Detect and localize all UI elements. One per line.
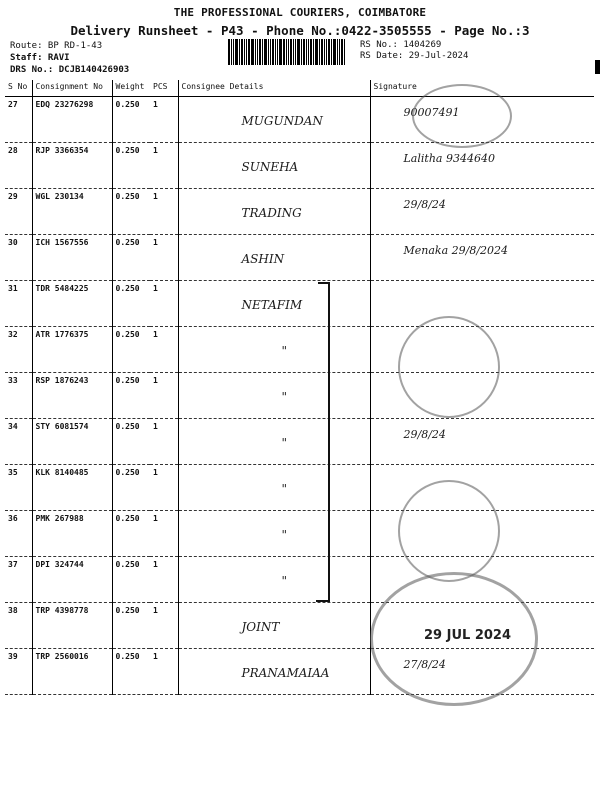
row-weight: 0.250: [112, 557, 150, 603]
row-signature: [370, 189, 594, 235]
row-consignment-no: DPI 324744: [32, 557, 112, 603]
row-consignee: [178, 419, 370, 465]
signature-handwriting: Lalitha 9344640: [403, 152, 495, 165]
row-consignee: [178, 649, 370, 695]
table-row: [5, 235, 594, 281]
table-row: [5, 327, 594, 373]
row-consignment-no: PMK 267988: [32, 511, 112, 557]
row-consignment-no: ATR 1776375: [32, 327, 112, 373]
row-pcs: 1: [150, 143, 178, 189]
row-consignment-no: WGL 230134: [32, 189, 112, 235]
row-consignment-no: TDR 5484225: [32, 281, 112, 327]
table-row: [5, 419, 594, 465]
rs-number: RS No.: 1404269: [360, 40, 442, 50]
consignee-handwriting: ": [281, 482, 288, 496]
row-pcs: 1: [150, 327, 178, 373]
consignee-handwriting: ASHIN: [241, 252, 285, 266]
row-sno: 37: [5, 557, 32, 603]
row-weight: 0.250: [112, 281, 150, 327]
consignee-handwriting: TRADING: [241, 206, 302, 220]
row-signature: [370, 143, 594, 189]
signature-handwriting: Menaka 29/8/2024: [403, 244, 509, 257]
row-consignee: [178, 281, 370, 327]
col-pcs: PCS: [150, 80, 178, 97]
row-pcs: 1: [150, 235, 178, 281]
row-consignee: [178, 327, 370, 373]
barcode: [228, 39, 354, 65]
signature-handwriting: 29/8/24: [403, 428, 446, 441]
row-consignment-no: RJP 3366354: [32, 143, 112, 189]
row-weight: 0.250: [112, 235, 150, 281]
signature-handwriting: 90007491: [403, 106, 460, 119]
bracket-bottom: [316, 600, 330, 602]
consignee-handwriting: ": [281, 436, 288, 450]
table-row: [5, 281, 594, 327]
signature-handwriting: 27/8/24: [403, 658, 446, 671]
bracket-line: [328, 282, 330, 602]
row-pcs: 1: [150, 557, 178, 603]
table-row: [5, 143, 594, 189]
row-signature: [370, 419, 594, 465]
company-stamp: [398, 316, 500, 418]
col-sno: S No: [5, 80, 32, 97]
row-weight: 0.250: [112, 189, 150, 235]
consignee-handwriting: ": [281, 574, 288, 588]
row-consignment-no: EDQ 23276298: [32, 97, 112, 143]
row-sno: 33: [5, 373, 32, 419]
consignee-handwriting: NETAFIM: [241, 298, 303, 312]
consignee-handwriting: MUGUNDAN: [241, 114, 323, 128]
row-consignee: [178, 235, 370, 281]
route-label: Route: BP RD-1-43: [10, 41, 103, 51]
row-pcs: 1: [150, 649, 178, 695]
col-signature: Signature: [370, 80, 594, 97]
consignee-handwriting: ": [281, 528, 288, 542]
row-consignment-no: ICH 1567556: [32, 235, 112, 281]
row-weight: 0.250: [112, 465, 150, 511]
row-sno: 39: [5, 649, 32, 695]
row-consignee: [178, 189, 370, 235]
consignee-handwriting: PRANAMAIAA: [241, 666, 330, 680]
row-weight: 0.250: [112, 143, 150, 189]
document-title: THE PROFESSIONAL COURIERS, COIMBATORE: [173, 6, 427, 19]
row-pcs: 1: [150, 603, 178, 649]
bracket-top: [318, 282, 330, 284]
row-pcs: 1: [150, 189, 178, 235]
row-signature: [370, 235, 594, 281]
row-consignee: [178, 603, 370, 649]
table-header-row: [5, 80, 594, 97]
row-consignee: [178, 97, 370, 143]
row-consignee: [178, 557, 370, 603]
table-row: [5, 511, 594, 557]
signature-handwriting: 29/8/24: [403, 198, 446, 211]
row-weight: 0.250: [112, 649, 150, 695]
row-sno: 35: [5, 465, 32, 511]
edge-mark: [595, 60, 600, 74]
row-consignment-no: KLK 8140485: [32, 465, 112, 511]
row-consignee: [178, 511, 370, 557]
row-sno: 32: [5, 327, 32, 373]
row-consignment-no: TRP 2560016: [32, 649, 112, 695]
table-row: [5, 373, 594, 419]
col-weight: Weight: [112, 80, 150, 97]
row-sno: 30: [5, 235, 32, 281]
staff-label: Staff: RAVI: [10, 53, 70, 63]
row-consignee: [178, 373, 370, 419]
row-sno: 31: [5, 281, 32, 327]
row-pcs: 1: [150, 281, 178, 327]
row-signature: [370, 281, 594, 327]
col-consignment: Consignment No: [32, 80, 112, 97]
row-consignment-no: RSP 1876243: [32, 373, 112, 419]
row-sno: 29: [5, 189, 32, 235]
row-sno: 36: [5, 511, 32, 557]
bank-stamp: [412, 84, 512, 148]
row-sno: 38: [5, 603, 32, 649]
row-weight: 0.250: [112, 373, 150, 419]
table-row: [5, 189, 594, 235]
drs-number: DRS No.: DCJB140426903: [10, 65, 130, 75]
row-weight: 0.250: [112, 327, 150, 373]
document-subtitle: Delivery Runsheet - P43 - Phone No.:0422-3505555 - Page No.:3: [70, 23, 530, 38]
row-sno: 27: [5, 97, 32, 143]
row-pcs: 1: [150, 373, 178, 419]
consignee-handwriting: ": [281, 390, 288, 404]
row-pcs: 1: [150, 465, 178, 511]
row-sno: 34: [5, 419, 32, 465]
row-consignment-no: TRP 4398778: [32, 603, 112, 649]
row-weight: 0.250: [112, 419, 150, 465]
consignee-handwriting: JOINT: [241, 620, 280, 634]
row-weight: 0.250: [112, 511, 150, 557]
row-consignment-no: STY 6081574: [32, 419, 112, 465]
row-sno: 28: [5, 143, 32, 189]
row-weight: 0.250: [112, 97, 150, 143]
row-pcs: 1: [150, 97, 178, 143]
stamp-date: 29 JUL 2024: [424, 628, 512, 643]
table-row: [5, 465, 594, 511]
company-stamp-2: [398, 480, 500, 582]
row-consignee: [178, 465, 370, 511]
consignee-handwriting: ": [281, 344, 288, 358]
col-consignee: Consignee Details: [178, 80, 370, 97]
consignee-handwriting: SUNEHA: [241, 160, 299, 174]
row-weight: 0.250: [112, 603, 150, 649]
rs-date: RS Date: 29-Jul-2024: [360, 51, 469, 61]
row-consignee: [178, 143, 370, 189]
row-pcs: 1: [150, 419, 178, 465]
row-pcs: 1: [150, 511, 178, 557]
